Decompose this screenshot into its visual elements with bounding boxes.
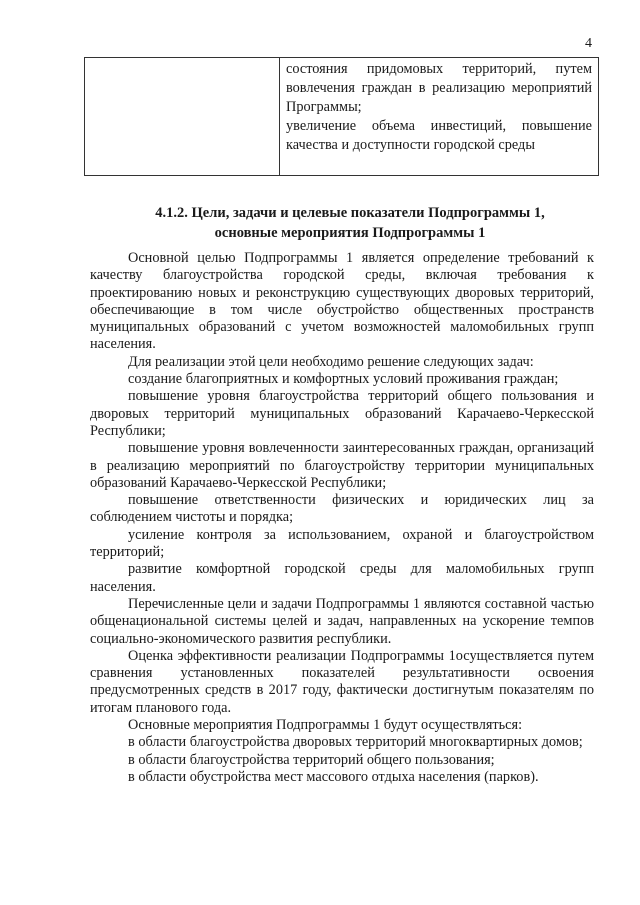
- table-right-cell: [280, 58, 598, 175]
- paragraph: Оценка эффективности реализации Подпрограммы 1осуществляется путем сравнения установленных показателей результативности освоения предусмотренных средств в 2017 году, фактически достигнутым показателям по итогам планового года.: [90, 647, 594, 716]
- paragraph: усиление контроля за использованием, охраной и благоустройством территорий;: [90, 526, 594, 561]
- paragraph: в области благоустройства дворовых территорий многоквартирных домов;: [128, 734, 583, 751]
- paragraph: повышение уровня вовлеченности заинтересованных граждан, организаций в реализацию мероприятий по благоустройству территории муниципальных образований Карачаево-Черкесской Республики;: [90, 440, 594, 491]
- table-text-line: увеличение объема инвестиций, повышение качества и доступности городской среды: [286, 118, 592, 153]
- paragraph: Основной целью Подпрограммы 1 является определение требований к качеству благоустройства городской среды, включая требования к проектированию новых и реконструкцию существующих дворовых территорий, обеспечивающие в том числе обустройство общественных пространств муниципальных образований с учетом возможностей маломобильных групп населения.: [90, 250, 594, 353]
- paragraph: создание благоприятных и комфортных условий проживания граждан;: [128, 371, 559, 388]
- table-left-cell: [85, 58, 280, 175]
- section-heading: [90, 203, 610, 243]
- section-heading-line-2: основные мероприятия Подпрограммы 1: [214, 225, 486, 241]
- paragraph: в области благоустройства территорий общего пользования;: [128, 751, 495, 768]
- paragraph: в области обустройства мест массового отдыха населения (парков).: [128, 768, 539, 785]
- section-heading-line-1: 4.1.2. Цели, задачи и целевые показатели Подпрограммы 1,: [155, 205, 545, 221]
- paragraph: повышение уровня благоустройства территорий общего пользования и дворовых территорий муниципальных образований Карачаево-Черкесской Республики;: [90, 388, 594, 439]
- page-number: 4: [585, 36, 592, 51]
- document-body: [90, 250, 594, 786]
- paragraph: развитие комфортной городской среды для маломобильных групп населения.: [90, 561, 594, 595]
- paragraph: повышение ответственности физических и юридических лиц за соблюдением чистоты и порядка;: [90, 492, 594, 526]
- table-text-line: состояния придомовых территорий, путем вовлечения граждан в реализацию мероприятий Программы;: [286, 61, 592, 115]
- paragraph: Перечисленные цели и задачи Подпрограммы 1 являются составной частью общенациональной системы целей и задач, направленных на ускорение темпов социально-экономического развития республики.: [90, 595, 594, 647]
- paragraph: Для реализации этой цели необходимо решение следующих задач:: [128, 353, 534, 370]
- paragraph: Основные мероприятия Подпрограммы 1 будут осуществляться:: [128, 717, 523, 734]
- continuation-table: [84, 57, 599, 176]
